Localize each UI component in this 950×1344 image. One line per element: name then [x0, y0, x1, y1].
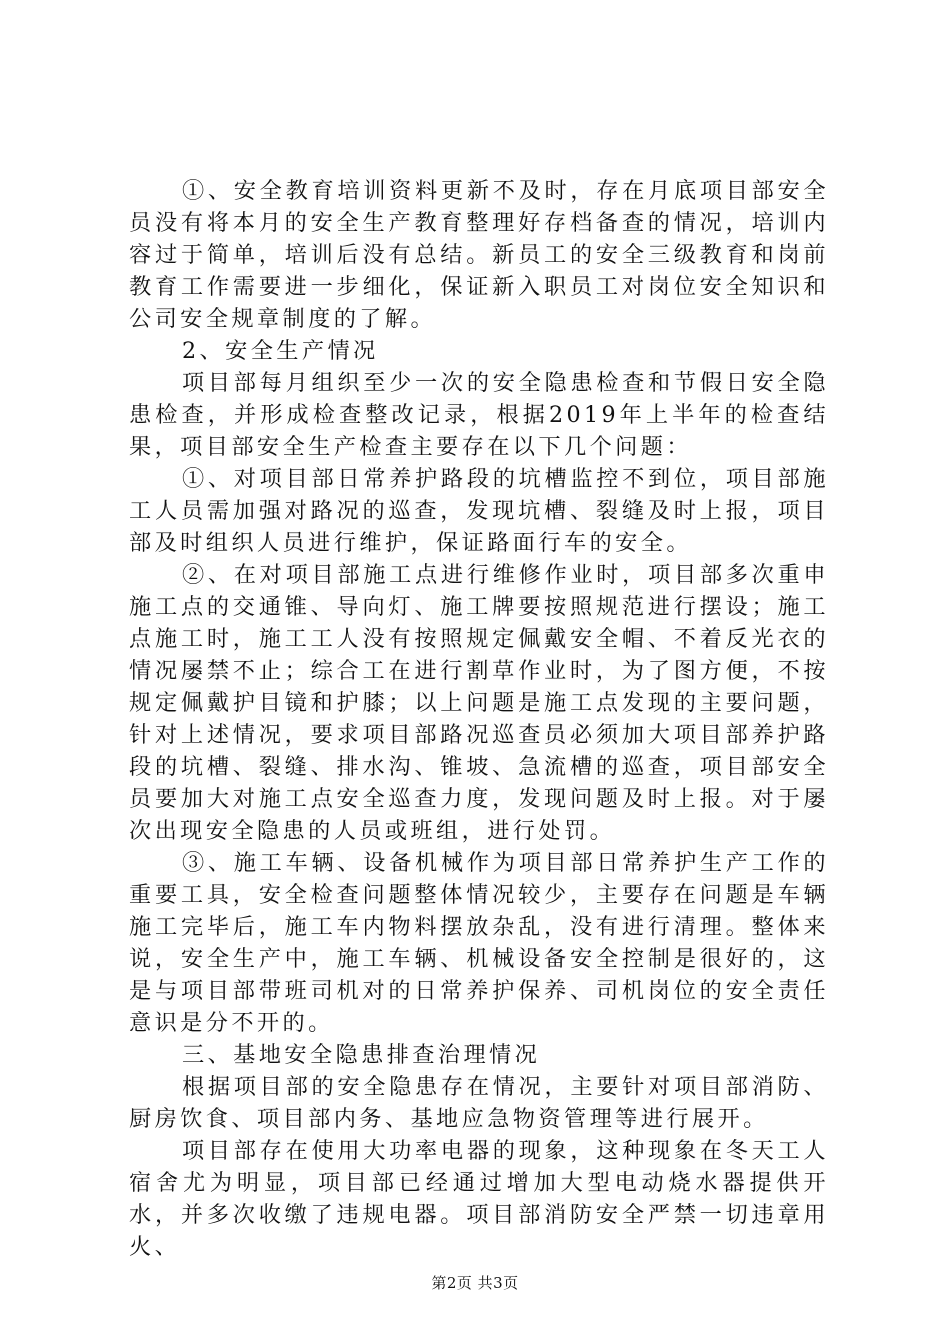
paragraph-electrical-hazards: 项目部存在使用大功率电器的现象，这种现象在冬天工人宿舍尤为明显，项目部已经通过增加大型电动烧水器提供开水，并多次收缴了违规电器。项目部消防安全严禁一切违章用火、 — [129, 1138, 829, 1260]
paragraph-training-issues: ①、安全教育培训资料更新不及时，存在月底项目部安全员没有将本月的安全生产教育整理好存档备查的情况，培训内容过于简单，培训后没有总结。新员工的安全三级教育和岗前教育工作需要进一步细化，保证新入职员工对岗位安全知识和公司安全规章制度的了解。 — [129, 178, 829, 332]
page-number-footer: 第2页 共3页 — [431, 1274, 519, 1292]
heading-base-hazards: 三、基地安全隐患排查治理情况 — [182, 1042, 541, 1068]
heading-safety-production: 2、安全生产情况 — [182, 338, 379, 364]
paragraph-vehicle-safety: ③、施工车辆、设备机械作为项目部日常养护生产工作的重要工具，安全检查问题整体情况较少，主要存在问题是车辆施工完毕后，施工车内物料摆放杂乱，没有进行清理。整体来说，安全生产中，施工车辆、机械设备安全控制是很好的，这是与项目部带班司机对的日常养护保养、司机岗位的安全责任意识是分不开的。 — [129, 850, 829, 1036]
paragraph-pothole-monitoring: ①、对项目部日常养护路段的坑槽监控不到位，项目部施工人员需加强对路况的巡查，发现坑槽、裂缝及时上报，项目部及时组织人员进行维护，保证路面行车的安全。 — [129, 466, 829, 556]
paragraph-inspection-intro: 项目部每月组织至少一次的安全隐患检查和节假日安全隐患检查，并形成检查整改记录，根据2019年上半年的检查结果，项目部安全生产检查主要存在以下几个问题： — [129, 370, 829, 460]
paragraph-base-scope: 根据项目部的安全隐患存在情况，主要针对项目部消防、厨房饮食、项目部内务、基地应急物资管理等进行展开。 — [129, 1074, 829, 1132]
document-body — [129, 175, 829, 1263]
paragraph-worksite-issues: ②、在对项目部施工点进行维修作业时，项目部多次重申施工点的交通锥、导向灯、施工牌要按照规范进行摆设；施工点施工时，施工工人没有按照规定佩戴安全帽、不着反光衣的情况屡禁不止；综合工在进行割草作业时，为了图方便，不按规定佩戴护目镜和护膝；以上问题是施工点发现的主要问题，针对上述情况，要求项目部路况巡查员必须加大项目部养护路段的坑槽、裂缝、排水沟、锥坡、急流槽的巡查，项目部安全员要加大对施工点安全巡查力度，发现问题及时上报。对于屡次出现安全隐患的人员或班组，进行处罚。 — [129, 562, 829, 844]
